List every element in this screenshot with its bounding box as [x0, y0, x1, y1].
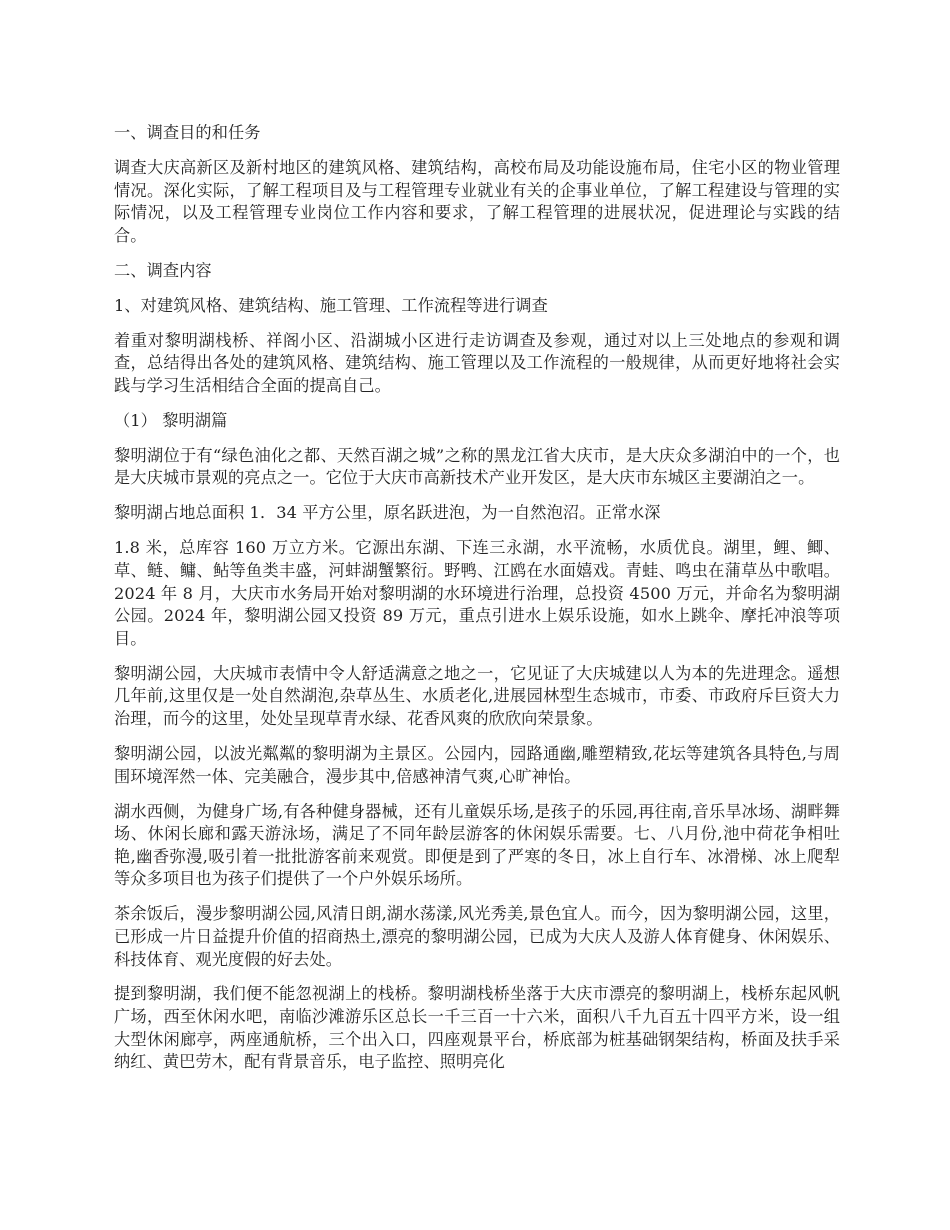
paragraph-west-side: 湖水西侧，为健身广场,有各种健身器械，还有儿童娱乐场,是孩子的乐园,再往南,音乐旱冰场、湖畔舞场、休闲长廊和露天游泳场，满足了不同年龄层游客的休闲娱乐需要。七、八月份,池中荷花争相吐艳,幽香弥漫,吸引着一批批游客前来观赏。即便是到了严寒的冬日，冰上自行车、冰滑梯、冰上爬犁等众多项目也为孩子们提供了一个户外娱乐场所。: [114, 801, 840, 889]
paragraph-lake-location: 黎明湖位于有“绿色油化之都、天然百湖之城”之称的黑龙江省大庆市，是大庆众多湖泊中的一个，也是大庆城市景观的亮点之一。它位于大庆市高新技术产业开发区，是大庆市东城区主要湖泊之一。: [114, 445, 840, 488]
subsection-heading-investigation: 1、对建筑风格、建筑结构、施工管理、工作流程等进行调查: [114, 295, 548, 315]
document-body: [114, 122, 840, 1086]
paragraph-lake-depth: 1.8 米，总库容 160 万立方米。它源出东湖、下连三永湖，水平流畅，水质优良。湖里，鲤、鲫、草、鲢、鳙、鲇等鱼类丰盛，河蚌湖蟹繁衍。野鸭、江鸥在水面嬉戏。青蛙、鸣虫在蒲草丛中歌唱。2024 年 8 月，大庆市水务局开始对黎明湖的水环境进行治理，总投资 4500 万元，并命名为黎明湖公园。2024 年，黎明湖公园又投资 89 万元，重点引进水上娱乐设施，如水上跳伞、摩托冲浪等项目。: [114, 538, 840, 648]
paragraph-park-scenery: 黎明湖公园，以波光粼粼的黎明湖为主景区。公园内，园路通幽,雕塑精致,花坛等建筑各具特色,与周围环境浑然一体、完美融合，漫步其中,倍感神清气爽,心旷神怡。: [114, 743, 840, 786]
paragraph-leisure: 茶余饭后，漫步黎明湖公园,风清日朗,湖水荡漾,风光秀美,景色宜人。而今，因为黎明湖公园，这里，已形成一片日益提升价值的招商热土,漂亮的黎明湖公园，已成为大庆人及游人体育健身、休闲娱乐、科技体育、观光度假的好去处。: [114, 904, 840, 969]
paragraph-purpose: 调查大庆高新区及新村地区的建筑风格、建筑结构，高校布局及功能设施布局，住宅小区的物业管理情况。深化实际，了解工程项目及与工程管理专业就业有关的企事业单位，了解工程建设与管理的实际情况，以及工程管理专业岗位工作内容和要求，了解工程管理的进展状况，促进理论与实践的结合。: [114, 157, 840, 245]
section-heading-content: 二、调查内容: [114, 260, 212, 280]
subsection-heading-liming-lake: （1） 黎明湖篇: [114, 410, 228, 430]
paragraph-investigation: 着重对黎明湖栈桥、祥阁小区、沿湖城小区进行走访调查及参观，通过对以上三处地点的参观和调查，总结得出各处的建筑风格、建筑结构、施工管理以及工作流程的一般规律，从而更好地将社会实践与学习生活相结合全面的提高自己。: [114, 330, 840, 395]
paragraph-lake-area: 黎明湖占地总面积 1．34 平方公里，原名跃进泡，为一自然泡沼。正常水深: [114, 503, 661, 523]
paragraph-trestle-bridge: 提到黎明湖，我们便不能忽视湖上的栈桥。黎明湖栈桥坐落于大庆市漂亮的黎明湖上，栈桥东起风帆广场，西至休闲水吧，南临沙滩游乐区总长一千三百一十六米，面积八千九百五十四平方米，设一组大型休闲廊亭，两座通航桥，三个出入口，四座观景平台，桥底部为桩基础钢架结构，桥面及扶手采纳红、黄巴劳木，配有背景音乐，电子监控、照明亮化: [114, 984, 840, 1072]
section-heading-purpose: 一、调查目的和任务: [114, 123, 261, 142]
paragraph-lake-park: 黎明湖公园，大庆城市表情中令人舒适满意之地之一，它见证了大庆城建以人为本的先进理念。遥想几年前,这里仅是一处自然湖泡,杂草丛生、水质老化,进展园林型生态城市，市委、市政府斥巨资大力治理，而今的这里，处处呈现草青水绿、花香风爽的欣欣向荣景象。: [114, 663, 840, 728]
